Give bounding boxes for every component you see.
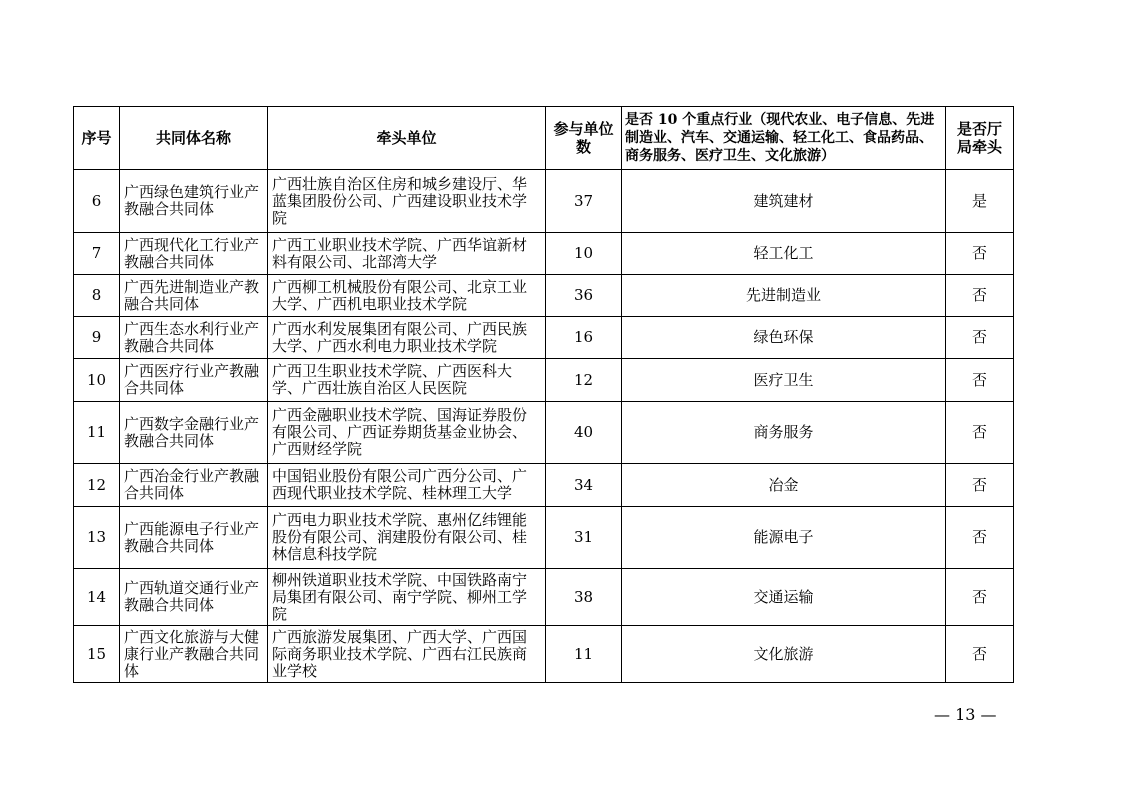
row-number: 10: [74, 359, 120, 402]
header-name: 共同体名称: [120, 107, 268, 170]
bureau-lead: 否: [946, 233, 1014, 275]
lead-units: 广西卫生职业技术学院、广西医科大学、广西壮族自治区人民医院: [268, 359, 546, 402]
participant-count: 34: [546, 464, 622, 507]
table-row: [74, 233, 1014, 275]
row-number: 8: [74, 275, 120, 317]
header-bureau-lead: 是否厅局牵头: [946, 107, 1014, 170]
row-number: 9: [74, 317, 120, 359]
consortium-name: 广西现代化工行业产教融合共同体: [120, 233, 268, 275]
bureau-lead: 否: [946, 402, 1014, 464]
bureau-lead: 否: [946, 359, 1014, 402]
table-row: [74, 317, 1014, 359]
table-row: [74, 464, 1014, 507]
row-number: 14: [74, 569, 120, 626]
consortium-name: 广西文化旅游与大健康行业产教融合共同体: [120, 626, 268, 683]
key-industry: 交通运输: [622, 569, 946, 626]
bureau-lead: 否: [946, 275, 1014, 317]
row-number: 13: [74, 507, 120, 569]
participant-count: 36: [546, 275, 622, 317]
row-number: 11: [74, 402, 120, 464]
lead-units: 广西电力职业技术学院、惠州亿纬锂能股份有限公司、润建股份有限公司、桂林信息科技学院: [268, 507, 546, 569]
participant-count: 31: [546, 507, 622, 569]
participant-count: 38: [546, 569, 622, 626]
consortium-name: 广西冶金行业产教融合共同体: [120, 464, 268, 507]
key-industry: 冶金: [622, 464, 946, 507]
participant-count: 37: [546, 170, 622, 233]
key-industry: 先进制造业: [622, 275, 946, 317]
lead-units: 广西柳工机械股份有限公司、北京工业大学、广西机电职业技术学院: [268, 275, 546, 317]
header-seq: 序号: [74, 107, 120, 170]
lead-units: 广西工业职业技术学院、广西华谊新材料有限公司、北部湾大学: [268, 233, 546, 275]
bureau-lead: 否: [946, 569, 1014, 626]
lead-units: 中国铝业股份有限公司广西分公司、广西现代职业技术学院、桂林理工大学: [268, 464, 546, 507]
lead-units: 柳州铁道职业技术学院、中国铁路南宁局集团有限公司、南宁学院、柳州工学院: [268, 569, 546, 626]
table-row: [74, 402, 1014, 464]
header-participant-count: 参与单位数: [546, 107, 622, 170]
consortium-table: [73, 106, 1014, 683]
participant-count: 16: [546, 317, 622, 359]
participant-count: 40: [546, 402, 622, 464]
page-number: — 13 —: [934, 705, 997, 724]
table-row: [74, 170, 1014, 233]
participant-count: 11: [546, 626, 622, 683]
table-row: [74, 569, 1014, 626]
bureau-lead: 否: [946, 317, 1014, 359]
consortium-name: 广西生态水利行业产教融合共同体: [120, 317, 268, 359]
row-number: 7: [74, 233, 120, 275]
bureau-lead: 否: [946, 464, 1014, 507]
row-number: 15: [74, 626, 120, 683]
key-industry: 绿色环保: [622, 317, 946, 359]
table-row: [74, 359, 1014, 402]
consortium-name: 广西绿色建筑行业产教融合共同体: [120, 170, 268, 233]
key-industry: 建筑建材: [622, 170, 946, 233]
lead-units: 广西壮族自治区住房和城乡建设厅、华蓝集团股份公司、广西建设职业技术学院: [268, 170, 546, 233]
key-industry: 轻工化工: [622, 233, 946, 275]
key-industry: 医疗卫生: [622, 359, 946, 402]
consortium-name: 广西数字金融行业产教融合共同体: [120, 402, 268, 464]
table-row: [74, 626, 1014, 683]
table-row: [74, 275, 1014, 317]
consortium-name: 广西先进制造业产教融合共同体: [120, 275, 268, 317]
consortium-name: 广西医疗行业产教融合共同体: [120, 359, 268, 402]
bureau-lead: 否: [946, 507, 1014, 569]
row-number: 6: [74, 170, 120, 233]
lead-units: 广西旅游发展集团、广西大学、广西国际商务职业技术学院、广西右江民族商业学校: [268, 626, 546, 683]
header-key-industry: 是否 10 个重点行业（现代农业、电子信息、先进制造业、汽车、交通运输、轻工化工、食品药品、商务服务、医疗卫生、文化旅游）: [622, 107, 946, 170]
consortium-name: 广西轨道交通行业产教融合共同体: [120, 569, 268, 626]
table-header-row: [74, 107, 1014, 170]
key-industry: 文化旅游: [622, 626, 946, 683]
lead-units: 广西水利发展集团有限公司、广西民族大学、广西水利电力职业技术学院: [268, 317, 546, 359]
bureau-lead: 否: [946, 626, 1014, 683]
bureau-lead: 是: [946, 170, 1014, 233]
row-number: 12: [74, 464, 120, 507]
participant-count: 10: [546, 233, 622, 275]
lead-units: 广西金融职业技术学院、国海证券股份有限公司、广西证券期货基金业协会、广西财经学院: [268, 402, 546, 464]
key-industry: 商务服务: [622, 402, 946, 464]
header-lead-unit: 牵头单位: [268, 107, 546, 170]
consortium-name: 广西能源电子行业产教融合共同体: [120, 507, 268, 569]
table-row: [74, 507, 1014, 569]
key-industry: 能源电子: [622, 507, 946, 569]
participant-count: 12: [546, 359, 622, 402]
